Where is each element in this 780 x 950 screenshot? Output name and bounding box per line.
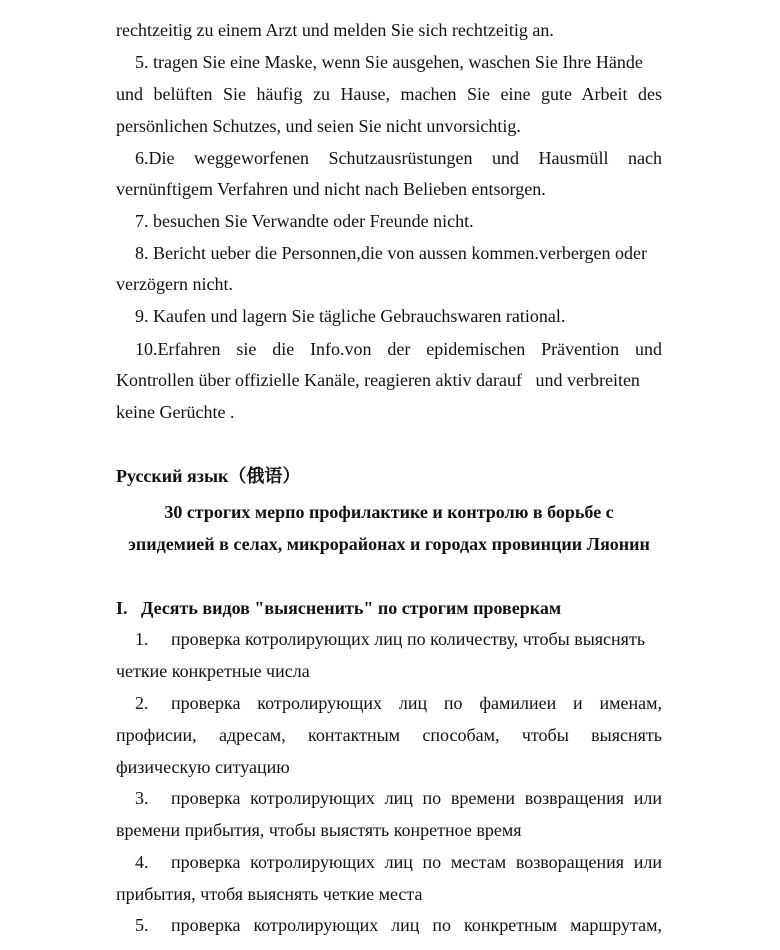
- german-line: vernünftigem Verfahren und nicht nach Belieben entsorgen.: [116, 179, 546, 199]
- german-line: Kontrollen über offizielle Kanäle, reagieren aktiv darauf und verbreiten: [116, 370, 640, 390]
- list-item-number: 4.: [135, 852, 149, 872]
- list-item-text: проверка котролирующих лиц по конкретным маршрутам,: [171, 915, 662, 935]
- german-line: und belüften Sie häufig zu Hause, machen Sie eine gute Arbeit des: [116, 84, 662, 104]
- german-item-8: 8. Bericht ueber die Personnen,die von aussen kommen.verbergen oder: [135, 243, 648, 263]
- list-item-number: 1.: [135, 629, 149, 649]
- list-item-text: проверка котролирующих лиц по времени возвращения или: [171, 788, 662, 808]
- document-title-line-1: 30 строгих мерпо профилактике и контролю в борьбе с: [164, 502, 614, 522]
- list-item-5: [116, 914, 662, 936]
- list-item-continuation: профисии, адресам, контактным способам, чтобы выяснять: [116, 725, 662, 745]
- german-item-5: 5. tragen Sie eine Maske, wenn Sie ausgehen, waschen Sie Ihre Hände: [135, 52, 643, 72]
- list-item-1: [116, 628, 662, 650]
- german-item-9: 9. Kaufen und lagern Sie tägliche Gebrauchswaren rational.: [135, 306, 566, 326]
- list-item-2: [116, 692, 662, 714]
- list-item-continuation: четкие конкретные числа: [116, 661, 310, 681]
- german-line: keine Gerüchte .: [116, 402, 235, 422]
- document-title-line-2: эпидемией в селах, микрорайонах и городах провинции Ляонин: [128, 534, 650, 554]
- list-item-text: проверка котролирующих лиц по местам возворащения или: [171, 852, 662, 872]
- list-item-number: 2.: [135, 693, 149, 713]
- german-line: persönlichen Schutzes, und seien Sie nicht unvorsichtig.: [116, 116, 521, 136]
- list-item-text: проверка котролирующих лиц по фамилиеи и именам,: [171, 693, 662, 713]
- list-item-number: 5.: [135, 915, 149, 935]
- section-language-heading: Русский язык（俄语）: [116, 466, 301, 486]
- german-line: verzögern nicht.: [116, 274, 233, 294]
- list-item-continuation: времени прибытия, чтобы выястять конретное время: [116, 820, 522, 840]
- german-item-10: 10.Erfahren sie die Info.von der epidemischen Prävention und: [135, 339, 662, 359]
- german-item-6: 6.Die weggeworfenen Schutzausrüstungen und Hausmüll nach: [135, 148, 662, 168]
- list-item-continuation: прибытия, чтобя выяснять четкие места: [116, 884, 423, 904]
- list-item-number: 3.: [135, 788, 149, 808]
- list-item-text: проверка котролирующих лиц по количеству, чтобы выяснять: [171, 629, 646, 649]
- section-heading: I. Десять видов "выясненить" по строгим проверкам: [116, 598, 562, 618]
- german-line: rechtzeitig zu einem Arzt und melden Sie sich rechtzeitig an.: [116, 20, 554, 40]
- german-item-7: 7. besuchen Sie Verwandte oder Freunde nicht.: [135, 211, 474, 231]
- list-item-continuation: физическую ситуацию: [116, 757, 290, 777]
- list-item-4: [116, 851, 662, 873]
- list-item-3: [116, 787, 662, 809]
